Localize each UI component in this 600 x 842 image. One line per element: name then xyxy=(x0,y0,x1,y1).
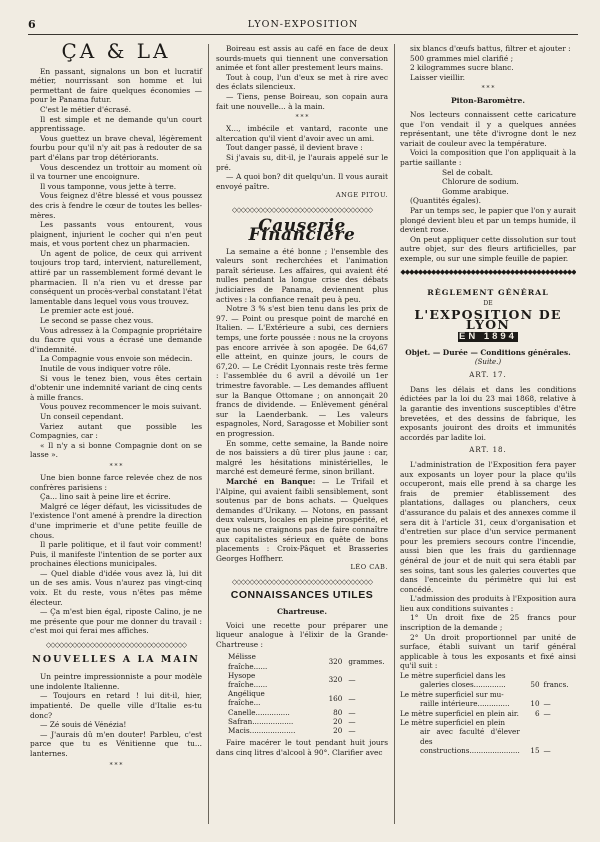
objet-heading: Objet. — Durée — Conditions générales. xyxy=(405,348,571,358)
marche-paragraph xyxy=(216,477,388,563)
asterism: * * * xyxy=(109,761,123,769)
paragraph: — J'aurais dû m'en douter! Parbleu, c'est parce que tu es Vénitienne que tu... lanternes. xyxy=(30,729,202,758)
paragraph: Voici une recette pour préparer une liqueur analogue à l'élixir de la Grande-Chartreuse : xyxy=(216,620,388,649)
fee-unit xyxy=(540,718,576,727)
author-signature: ANGE PITOU. xyxy=(335,191,388,200)
paragraph: L'admission des produits à l'Exposition aura lieu aux conditions suivantes : xyxy=(400,594,576,613)
ornamental-rule: ◆◆◆◆◆◆◆◆◆◆◆◆◆◆◆◆◆◆◆◆◆◆◆◆◆◆◆◆◆◆◆◆◆◆◆◆◆◆◆◆ xyxy=(400,268,576,277)
fee-row xyxy=(400,718,576,727)
recipe-row xyxy=(216,671,388,689)
article-title-ca-la: ÇA & LA xyxy=(61,39,171,63)
paragraph: Un agent de police, de ceux qui arrivent toujours trop tard, intervient, naturellement, attiré par un rassemblement formé devant le pharmacien. Il n'a rien vu et dresse par conséquent un procès-verbal constatant l'état lamentable dans lequel vous vous trouvez. xyxy=(30,248,202,306)
paragraph: Le second se passe chez vous. xyxy=(40,316,154,326)
paragraph: Voici la composition que l'on appliquait à la partie saillante : xyxy=(400,148,576,167)
paragraph: C'est le métier d'écrasé. xyxy=(40,104,131,114)
fee-unit xyxy=(540,727,576,746)
paragraph: Dans les délais et dans les conditions édictées par la loi du 23 mai 1868, relative à la garantie des inventions susceptibles d'être brevetées, et des dessins de fabrique, les exposants jouiront des droits et immunités accordés par ladite loi. xyxy=(400,384,576,442)
paragraph: Inutile de vous indiquer votre rôle. xyxy=(40,364,171,373)
paragraph: — Tiens, pense Boireau, son copain aura fait une nouvelle... à la main. xyxy=(216,91,388,111)
fee-unit xyxy=(540,671,576,680)
fee-label: Le mètre superficiel dans les xyxy=(400,671,506,681)
paragraph: Variez autant que possible les Compagnies, car : xyxy=(30,421,202,441)
asterism: * * * xyxy=(109,462,123,470)
fees-table xyxy=(400,671,576,756)
fee-label: air avec faculté d'élever des xyxy=(420,727,520,746)
page-header xyxy=(28,18,578,35)
unit: — xyxy=(348,716,356,726)
ingredient: Macis.................... xyxy=(228,726,296,736)
paragraph: Les passants vous entourent, vous plaignent, injurient le cocher qui n'en peut mais, et vous portent chez un pharmacien. xyxy=(30,220,202,249)
fee-unit: — xyxy=(543,699,551,709)
subsection-title-piton: Piton-Baromètre. xyxy=(450,96,526,106)
ingredient: Mélisse fraîche...... xyxy=(228,652,268,671)
recipe-row xyxy=(216,652,388,670)
paragraph: L'administration de l'Exposition fera payer aux exposants un loyer pour la place qu'ils occuperont, mais elle prend à sa charge les frais de premier établissement des plantations, dallages ou planchers, ceux d'assurance du palais et des annexes comme il sera dit à l'article 31, ceux d'organisation et d'entretien sur place d'un service permanent pour les premiers secours contre l'incendie, aussi bien que les frais du gardiennage général de jour et de nuit qui sera établi par ses soins, tant sous les galeries couvertes que dans l'enceinte du périmètre qui lui est concédé. xyxy=(400,459,576,594)
fee-row xyxy=(400,671,576,680)
fee-value: 6 xyxy=(534,708,540,718)
ingredient: Angélique fraîche... xyxy=(228,689,265,708)
paragraph: Une bien bonne farce relevée chez de nos confrères parisiens : xyxy=(30,472,202,492)
fee-value: 10 xyxy=(530,699,540,709)
quantity: 320 xyxy=(328,675,343,685)
paragraph: six blancs d'œufs battus, filtrer et ajouter : xyxy=(410,44,571,53)
column-2 xyxy=(216,44,388,757)
calino-anecdote xyxy=(30,473,202,636)
paragraph: Vous guettez un brave cheval, légèrement fourbu pour qu'il n'y ait pas à redouter de sa part d'élans par trop détériorants. xyxy=(30,133,202,162)
fee-value: 50 xyxy=(530,680,540,690)
paragraph: La semaine a été bonne ; l'ensemble des valeurs sont recherchées et l'animation paraît sérieuse. Les affaires, qui avaient été nulles pendant la longue crise des débats judiciaires de Panama, deviennent plus actives : la confiance renaît peu à peu. xyxy=(216,246,388,304)
paragraph: Vous feignez d'être blessé et vous poussez des cris à fendre le cœur de toutes les belles-mères. xyxy=(30,191,202,220)
recipe-row xyxy=(216,689,388,707)
paragraph: Faire macérer le tout pendant huit jours dans cinq litres d'alcool à 90°. Clarifier avec xyxy=(216,738,388,757)
fee-value xyxy=(520,727,540,746)
journal-title: LYON-EXPOSITION xyxy=(247,19,359,30)
paragraph: Le premier acte est joué. xyxy=(40,306,134,316)
marche-text: — Le Trifail et l'Alpine, qui avaient faibli sensiblement, sont soutenus par de bons achats. — Quelques demandes d'Urikany. — Notons, en passant deux valeurs, locales en pleine prospérité, et que nous ne craignons pas de faire connaître aux capitalistes sérieux en quête de bons placements : Croix-Pâquet et Brasseries Georges Hoffherr. xyxy=(216,476,389,563)
list-item: Chlorure de sodium. xyxy=(442,177,519,187)
paragraph: Si j'avais su, dit-il, je l'aurais appelé sur le pré. xyxy=(216,152,388,172)
quantity: 160 xyxy=(328,693,343,703)
fee-value xyxy=(520,690,540,699)
fee-row xyxy=(400,727,576,746)
exposition-title: L'EXPOSITION DE LYON xyxy=(414,307,562,332)
asterism: * * * xyxy=(295,114,309,122)
reglement-de: DE xyxy=(483,299,493,307)
fee-value: 15 xyxy=(530,746,540,756)
fee-row xyxy=(400,699,576,708)
unit: grammes. xyxy=(348,657,385,667)
paragraph: La Compagnie vous envoie son médecin. xyxy=(40,354,193,364)
paragraph: 1° Un droit fixe de 25 francs pour inscription de la demande ; xyxy=(400,613,576,633)
fee-label: Le mètre superficiel en plein xyxy=(400,718,506,728)
quantity: 320 xyxy=(328,657,343,667)
paragraph: « Il n'y a si bonne Compagnie dont on se lasse ». xyxy=(30,440,202,460)
paragraph: — Zé souis dé Vénézia! xyxy=(40,720,127,730)
fee-row xyxy=(400,680,576,689)
column-divider xyxy=(394,44,395,824)
paragraph: Notre 3 % s'est bien tenu dans les prix de 97. — Point ou presque point de marché en Italien. — L'Extérieure a subi, ces derniers temps, une forte poussée : nous ne la croyons pas encore arrivée à son apogée. De 64,67 elle atteint, en quinze jours, le cours de 67,20. — Le Crédit Lyonnais reste très ferme : l'assemblée du 6 avril a dévoilé un 1er trimestre favorable. — Les demandes affluent sur la Banque Ottomane ; on annonçait 20 francs de dividende. — Enlèvement général sur la Laenderbank. — Les valeurs espagnoles, Nord, Saragosse et Mobilier sont en progression. xyxy=(216,304,388,438)
paragraph: Tout danger passé, il devient brave : xyxy=(226,143,363,153)
quantity: 20 xyxy=(333,726,343,736)
paragraph: Un conseil cependant. xyxy=(40,411,124,421)
marche-label: Marché en Banque: xyxy=(226,476,316,486)
year-banner: EN 1894 xyxy=(459,331,517,343)
paragraph: Si vous le tenez bien, vous êtes certain d'obtenir une indemnité variant de cinq cents à mille francs. xyxy=(30,373,202,402)
ca-la-body xyxy=(30,67,202,460)
paragraph: 2° Un droit proportionnel par unité de surface, établi suivant un tarif général applicable à tous les exposants et fixé ainsi qu'il suit : xyxy=(400,632,576,671)
paragraph: Il est simple et ne demande qu'un court apprentissage. xyxy=(30,114,202,134)
recipe-table xyxy=(216,652,388,735)
fee-unit: francs. xyxy=(543,680,569,690)
nouvelles-body xyxy=(30,672,202,758)
paragraph: X..., imbécile et vantard, raconte une altercation qu'il vient d'avoir avec un ami. xyxy=(216,124,388,143)
paragraph: — A quoi bon? dit quelqu'un. Il vous aurait envoyé paître. xyxy=(216,172,388,191)
recipe-row xyxy=(216,717,388,726)
fee-unit: — xyxy=(543,708,551,718)
quantity: 80 xyxy=(333,707,343,717)
fee-unit: — xyxy=(543,746,551,756)
suite-label: (Suite.) xyxy=(474,357,502,366)
paragraph: Il parle politique, et il faut voir comment! Puis, il manifeste l'intention de se porter aux prochaines élections municipales. xyxy=(30,540,202,569)
recipe-line: 2 kilogrammes sucre blanc. xyxy=(410,63,514,73)
ingredient-list xyxy=(400,168,576,197)
column-divider xyxy=(208,44,209,824)
list-item: Sel de cobalt. xyxy=(442,167,494,177)
fee-label: Le mètre superficiel en plein air. xyxy=(400,708,519,718)
paragraph: Vous descendez un trottoir au moment où il va tourner une encoignure. xyxy=(30,162,202,182)
fee-unit xyxy=(540,690,576,699)
page-number: 6 xyxy=(28,18,36,31)
fee-label: galeries closes.............. xyxy=(420,680,506,690)
paragraph: Vous pouvez recommencer le mois suivant. xyxy=(40,402,202,412)
article-17-heading: ART. 17. xyxy=(469,371,507,380)
fee-row xyxy=(400,709,576,718)
unit: — xyxy=(348,693,356,703)
fee-label: Le mètre superficiel sur mu- xyxy=(400,689,504,699)
recipe-row xyxy=(216,726,388,735)
fee-row xyxy=(400,690,576,699)
ornamental-rule: ◇◇◇◇◇◇◇◇◇◇◇◇◇◇◇◇◇◇◇◇◇◇◇◇◇◇◇◇◇◇◇◇ xyxy=(231,577,373,586)
recipe-row xyxy=(216,708,388,717)
paragraph: On peut appliquer cette dissolution sur tout autre objet, sur des fleurs artificielles, par exemple, ou sur une simple feuille de papier. xyxy=(400,234,576,263)
paragraph: Il vous tamponne, vous jette à terre. xyxy=(40,181,177,191)
unit: — xyxy=(348,707,356,717)
fee-row xyxy=(400,746,576,755)
paragraph: — Quel diable d'idée vous avez là, lui dit un de ses amis. Vous n'aurez pas vingt-cinq voix. Et du reste, vous n'êtes pas même électeur. xyxy=(30,568,202,607)
unit: — xyxy=(348,726,356,736)
paragraph: Nos lecteurs connaissent cette caricature que l'on vendait il y a quelques années représentant, une tête d'ivrogne dont le nez variait de couleur avec la température. xyxy=(400,109,576,148)
paragraph: — Toujours en retard ! lui dit-il, hier, impatienté. De quelle ville d'Italie es-tu donc? xyxy=(30,691,202,720)
paragraph: (Quantités égales). xyxy=(410,196,481,206)
list-item: Gomme arabique. xyxy=(442,186,509,196)
reglement-heading: RÈGLEMENT GÉNÉRAL xyxy=(427,288,549,298)
ingredient: Canelle............... xyxy=(228,707,290,717)
section-title-nouvelles: NOUVELLES A LA MAIN xyxy=(32,653,200,665)
author-signature: LÉO CAB. xyxy=(350,563,388,572)
article-18-heading: ART. 18. xyxy=(469,446,507,455)
column-3 xyxy=(400,44,576,756)
paragraph: Boireau est assis au café en face de deux sourds-muets qui tiennent une conversation animée et font aller prestement leurs mains. xyxy=(216,44,388,73)
column-1 xyxy=(30,39,202,772)
quantity: 20 xyxy=(333,716,343,726)
ingredient: Safran.................. xyxy=(228,716,294,726)
paragraph: Un peintre impressionniste a pour modèle une indolente Italienne. xyxy=(30,672,202,691)
recipe-line: Laisser vieillir. xyxy=(410,72,465,82)
recipe-line: 500 grammes miel clarifié ; xyxy=(410,53,514,63)
paragraph: Tout à coup, l'un d'eux se met à rire avec des éclats silencieux. xyxy=(216,72,388,92)
fee-label: constructions...................... xyxy=(420,746,520,756)
ornamental-rule: ◇◇◇◇◇◇◇◇◇◇◇◇◇◇◇◇◇◇◇◇◇◇◇◇◇◇◇◇◇◇◇◇ xyxy=(45,641,187,650)
subsection-title-chartreuse: Chartreuse. xyxy=(276,607,328,617)
paragraph: En passant, signalons un bon et lucratif métier, nourrissant son homme et lui permettant de faire quelques économies — pour le Panama futur. xyxy=(30,66,202,105)
paragraph: Malgré ce léger défaut, les vicissitudes de l'existence l'ont amené à prendre la direction d'une imprimerie et d'une petite feuille de chous. xyxy=(30,501,202,540)
fee-label: raille intérieure.............. xyxy=(420,699,510,709)
paragraph: — Ça m'est bien égal, riposte Calino, je ne me présente que pour me donner du travail : c'est moi qui ferai mes affiches. xyxy=(30,607,202,636)
fee-value xyxy=(520,671,540,680)
unit: — xyxy=(348,675,356,685)
ornamental-rule: ◇◇◇◇◇◇◇◇◇◇◇◇◇◇◇◇◇◇◇◇◇◇◇◇◇◇◇◇◇◇◇◇ xyxy=(231,205,373,214)
paragraph: Par un temps sec, le papier que l'on y aurait plongé devient bleu et par un temps humide, il devient rose. xyxy=(400,205,576,235)
paragraph: Vous adressez à la Compagnie propriétaire du fiacre qui vous a écrasé une demande d'indemnité. xyxy=(30,325,202,354)
asterism: * * * xyxy=(481,85,495,93)
section-title-connaissances: CONNAISSANCES UTILES xyxy=(230,589,374,602)
ingredient: Hysope fraîche...... xyxy=(228,670,268,690)
fee-value xyxy=(520,718,540,727)
paragraph: En somme, cette semaine, la Bande noire de nos baissiers a dû tirer plus jaune : car, malgré les hésitations ministérielles, le marché est demeuré ferme, sinon brillant. xyxy=(216,438,388,477)
paragraph: Ça... lino sait à peine lire et écrire. xyxy=(40,492,171,502)
section-title-causerie: Causerie Financière xyxy=(248,215,356,246)
